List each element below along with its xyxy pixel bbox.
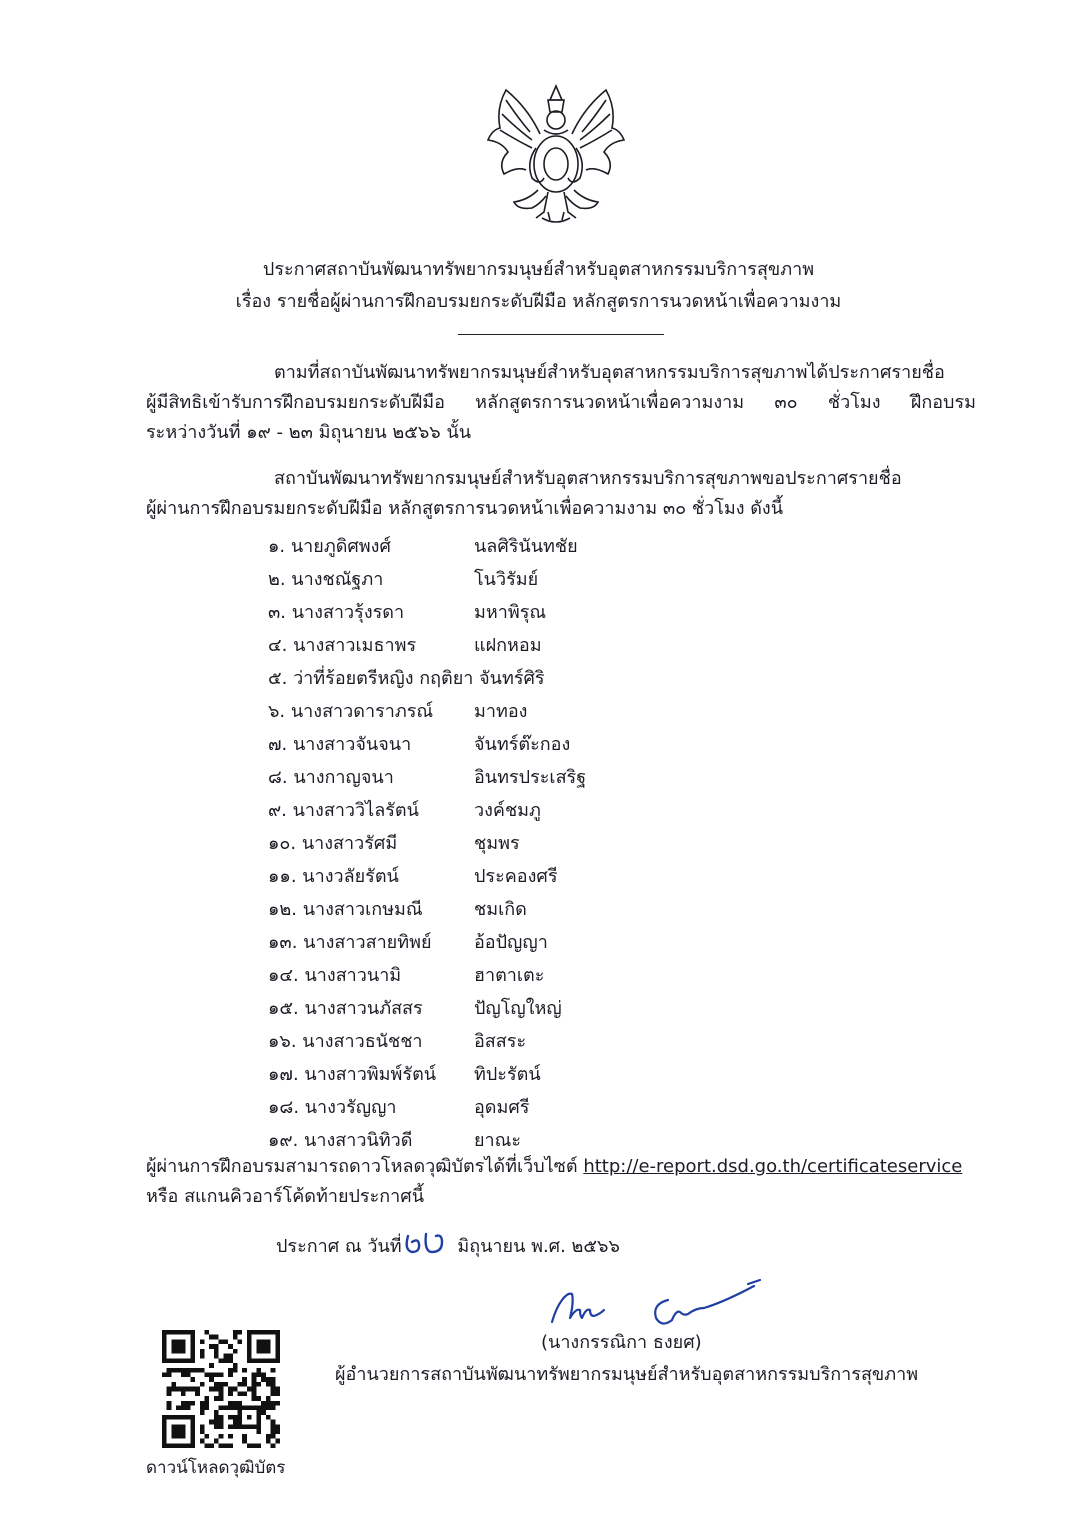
participant-name: ๑๘. นางวรัญญา — [268, 1097, 397, 1118]
participant-surname: อินทรประเสริฐ — [474, 767, 587, 788]
signer-name: (นางกรรณิกา ธงยศ) — [541, 1332, 702, 1353]
download-line-1 — [146, 1152, 976, 1182]
participant-name: ๖. นางสาวดาราภรณ์ — [268, 701, 434, 722]
download-line-2: หรือ สแกนคิวอาร์โค้ดท้ายประกาศนี้ — [146, 1186, 425, 1207]
date-suffix: มิถุนายน พ.ศ. ๒๕๖๖ — [451, 1236, 620, 1257]
list-item — [268, 629, 768, 662]
participant-name: ๑๓. นางสาวสายทิพย์ — [268, 932, 432, 953]
participant-surname: วงค์ชมภู — [474, 800, 541, 821]
participant-surname: ฮาตาเตะ — [474, 965, 545, 986]
list-item — [268, 926, 768, 959]
list-item — [268, 1058, 768, 1091]
paragraph-2-line: ผู้ผ่านการฝึกอบรมยกระดับฝีมือ หลักสูตรการนวดหน้าเพื่อความงาม ๓๐ ชั่วโมง ดังนี้ — [146, 498, 784, 519]
list-item — [268, 761, 768, 794]
participant-full-name: ๕. ว่าที่ร้อยตรีหญิง กฤติยา จันทร์ศิริ — [268, 668, 545, 689]
participant-surname: โนวิรัมย์ — [474, 569, 539, 590]
participant-name: ๑๐. นางสาวรัศมี — [268, 833, 398, 854]
paragraph-2 — [146, 464, 976, 524]
participant-surname: แฝกหอม — [474, 635, 542, 656]
participant-surname: ทิปะรัตน์ — [474, 1064, 541, 1085]
participant-name: ๑๒. นางสาวเกษมณี — [268, 899, 423, 920]
participant-surname: อิสสระ — [474, 1031, 527, 1052]
participant-name: ๑๔. นางสาวนามิ — [268, 965, 402, 986]
download-instructions — [146, 1152, 976, 1212]
participant-surname: ประคองศรี — [474, 866, 558, 887]
participant-name: ๑๗. นางสาวพิมพ์รัตน์ — [268, 1064, 437, 1085]
paragraph-1-line: ตามที่สถาบันพัฒนาทรัพยากรมนุษย์สำหรับอุตสาหกรรมบริการสุขภาพได้ประกาศรายชื่อ — [274, 362, 945, 383]
participant-name: ๗. นางสาวจันจนา — [268, 734, 412, 755]
participant-name: ๙. นางสาววิไลรัตน์ — [268, 800, 419, 821]
qr-caption: ดาวน์โหลดวุฒิบัตร — [146, 1458, 286, 1478]
list-item — [268, 959, 768, 992]
announcement-title: ประกาศสถาบันพัฒนาทรัพยากรมนุษย์สำหรับอุตสาหกรรมบริการสุขภาพ — [262, 259, 815, 280]
participant-surname: นลศิรินันทชัย — [474, 536, 578, 557]
participant-name: ๑๙. นางสาวนิทิวดี — [268, 1130, 413, 1151]
title-divider — [458, 334, 664, 335]
paragraph-1-line: ผู้มีสิทธิเข้ารับการฝึกอบรมยกระดับฝีมือ หลักสูตรการนวดหน้าเพื่อความงาม ๓๐ ชั่วโมง ฝึกอบรม — [146, 392, 976, 413]
list-item — [268, 860, 768, 893]
paragraph-2-line: สถาบันพัฒนาทรัพยากรมนุษย์สำหรับอุตสาหกรรมบริการสุขภาพขอประกาศรายชื่อ — [274, 468, 902, 489]
certificate-link[interactable]: http://e-report.dsd.go.th/certificateservice — [583, 1156, 963, 1177]
list-item — [268, 893, 768, 926]
announcement-subject: เรื่อง รายชื่อผู้ผ่านการฝึกอบรมยกระดับฝีมือ หลักสูตรการนวดหน้าเพื่อความงาม — [235, 291, 842, 312]
participant-list — [268, 530, 768, 1157]
handwritten-day-icon — [402, 1230, 452, 1258]
list-item — [268, 992, 768, 1025]
list-item — [268, 1091, 768, 1124]
list-item — [268, 695, 768, 728]
participant-name: ๑. นายภูดิศพงศ์ — [268, 536, 391, 557]
participant-surname: ปัญโญใหญ่ — [474, 998, 562, 1019]
garuda-emblem-icon — [478, 78, 634, 228]
participant-surname: อุดมศรี — [474, 1097, 530, 1118]
download-text: ผู้ผ่านการฝึกอบรมสามารถดาวโหลดวุฒิบัตรได้ที่เว็บไซต์ — [146, 1156, 584, 1177]
participant-name: ๔. นางสาวเมธาพร — [268, 635, 417, 656]
participant-surname: จันทร์ต๊ะกอง — [474, 734, 571, 755]
participant-name: ๑๕. นางสาวนภัสสร — [268, 998, 423, 1019]
participant-surname: มาทอง — [474, 701, 528, 722]
list-item — [268, 794, 768, 827]
list-item — [268, 728, 768, 761]
participant-surname: อ้อปัญญา — [474, 932, 548, 953]
date-prefix: ประกาศ ณ วันที่ — [276, 1236, 402, 1257]
list-item — [268, 530, 768, 563]
list-item — [268, 662, 768, 695]
participant-name: ๓. นางสาวรุ้งรดา — [268, 602, 405, 623]
list-item — [268, 596, 768, 629]
participant-name: ๑๖. นางสาวธนัชชา — [268, 1031, 423, 1052]
announcement-date — [276, 1230, 620, 1262]
qr-code-icon[interactable] — [162, 1330, 280, 1448]
participant-name: ๑๑. นางวลัยรัตน์ — [268, 866, 399, 887]
participant-surname: ยาณะ — [474, 1130, 522, 1151]
paragraph-1-line: ระหว่างวันที่ ๑๙ - ๒๓ มิถุนายน ๒๕๖๖ นั้น — [146, 422, 472, 443]
signer-title: ผู้อำนวยการสถาบันพัฒนาทรัพยากรมนุษย์สำหรับอุตสาหกรรมบริการสุขภาพ — [335, 1364, 919, 1385]
participant-name: ๘. นางกาญจนา — [268, 767, 394, 788]
list-item — [268, 827, 768, 860]
list-item — [268, 563, 768, 596]
participant-surname: ชมเกิด — [474, 899, 527, 920]
participant-name: ๒. นางชณัฐภา — [268, 569, 384, 590]
list-item — [268, 1025, 768, 1058]
participant-surname: ชุมพร — [474, 833, 520, 854]
paragraph-1 — [146, 358, 976, 448]
participant-surname: มหาพิรุณ — [474, 602, 547, 623]
